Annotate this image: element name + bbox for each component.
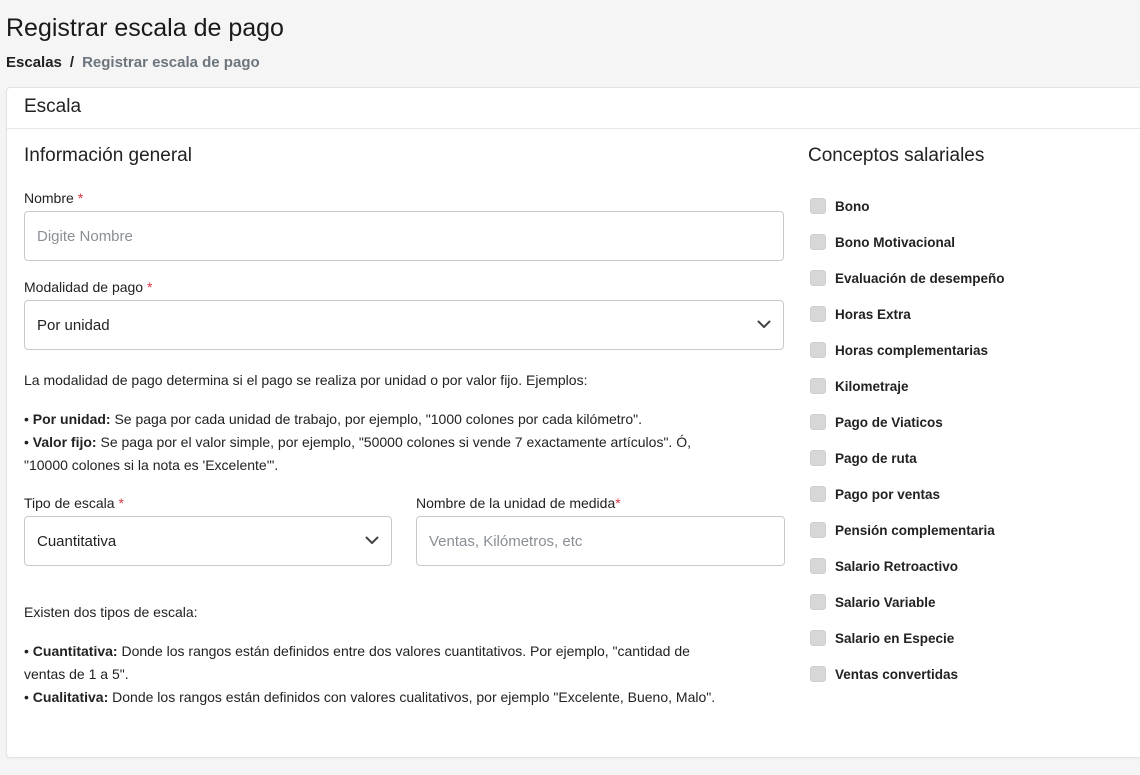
concept-label: Pensión complementaria bbox=[835, 522, 995, 538]
concept-label: Salario Variable bbox=[835, 594, 936, 610]
concept-label: Pago de Viaticos bbox=[835, 414, 943, 430]
tipo-escala-label-text: Tipo de escala bbox=[24, 495, 115, 511]
modalidad-help-item-valor-fijo bbox=[24, 431, 794, 454]
concept-label: Kilometraje bbox=[835, 378, 909, 394]
modalidad-help-intro: La modalidad de pago determina si el pago se realiza por unidad o por valor fijo. Ejemplos: bbox=[24, 372, 588, 388]
desc-valor-fijo-line2: "10000 colones si la nota es 'Excelente'". bbox=[24, 457, 279, 473]
concept-checkbox[interactable] bbox=[810, 414, 826, 430]
concept-checkbox[interactable] bbox=[810, 270, 826, 286]
nombre-label-text: Nombre bbox=[24, 190, 74, 206]
term-por-unidad: Por unidad: bbox=[32, 411, 111, 427]
concept-checkbox[interactable] bbox=[810, 198, 826, 214]
concept-item[interactable] bbox=[810, 198, 870, 214]
concept-checkbox[interactable] bbox=[810, 522, 826, 538]
escala-help-intro: Existen dos tipos de escala: bbox=[24, 604, 198, 620]
desc-cuantitativa-line1: Donde los rangos están definidos entre dos valores cuantitativos. Por ejemplo, "cantidad de bbox=[121, 643, 690, 659]
concept-item[interactable] bbox=[810, 270, 1005, 286]
breadcrumb-escalas-link[interactable]: Escalas bbox=[6, 54, 62, 71]
concept-item[interactable] bbox=[810, 594, 936, 610]
nombre-input[interactable] bbox=[24, 211, 784, 261]
concept-checkbox[interactable] bbox=[810, 594, 826, 610]
concept-checkbox[interactable] bbox=[810, 666, 826, 682]
breadcrumb-current: Registrar escala de pago bbox=[82, 54, 260, 71]
tipo-escala-select[interactable] bbox=[24, 516, 392, 566]
modalidad-label-text: Modalidad de pago bbox=[24, 279, 144, 295]
concept-checkbox[interactable] bbox=[810, 486, 826, 502]
concept-item[interactable] bbox=[810, 522, 995, 538]
desc-cuantitativa-line2: ventas de 1 a 5". bbox=[24, 666, 129, 682]
concept-label: Pago de ruta bbox=[835, 450, 917, 466]
bullet: • bbox=[24, 643, 29, 659]
desc-cualitativa: Donde los rangos están definidos con valores cualitativos, por ejemplo "Excelente, Bueno, Malo". bbox=[112, 689, 716, 705]
concept-item[interactable] bbox=[810, 450, 917, 466]
modalidad-label bbox=[24, 279, 152, 295]
concept-item[interactable] bbox=[810, 306, 911, 322]
escala-help-item-cuantitativa bbox=[24, 640, 794, 663]
modalidad-help-list bbox=[24, 408, 794, 477]
tipo-escala-label bbox=[24, 495, 124, 511]
concept-item[interactable] bbox=[810, 666, 958, 682]
unidad-medida-label bbox=[416, 495, 621, 511]
modalidad-help-item-por-unidad bbox=[24, 408, 794, 431]
concept-label: Horas Extra bbox=[835, 306, 911, 322]
escala-card bbox=[6, 87, 1140, 758]
concept-checkbox[interactable] bbox=[810, 234, 826, 250]
concept-item[interactable] bbox=[810, 342, 988, 358]
concepts-section-title: Conceptos salariales bbox=[808, 145, 985, 166]
concept-checkbox[interactable] bbox=[810, 342, 826, 358]
breadcrumb-separator: / bbox=[69, 54, 75, 71]
concept-checkbox[interactable] bbox=[810, 378, 826, 394]
concept-item[interactable] bbox=[810, 414, 943, 430]
concept-label: Bono bbox=[835, 198, 870, 214]
term-cuantitativa: Cuantitativa: bbox=[32, 643, 118, 659]
concept-item[interactable] bbox=[810, 558, 958, 574]
unidad-medida-input[interactable] bbox=[416, 516, 785, 566]
concept-label: Ventas convertidas bbox=[835, 666, 959, 682]
tipo-escala-required-mark: * bbox=[118, 495, 124, 511]
concept-label: Salario Retroactivo bbox=[835, 558, 959, 574]
concept-item[interactable] bbox=[810, 234, 955, 250]
modalidad-selected-value: Por unidad bbox=[37, 316, 110, 334]
concept-checkbox[interactable] bbox=[810, 306, 826, 322]
modalidad-select[interactable] bbox=[24, 300, 784, 350]
nombre-required-mark: * bbox=[77, 190, 84, 206]
bullet: • bbox=[24, 411, 29, 427]
escala-help-item-cualitativa bbox=[24, 686, 794, 709]
unidad-medida-required-mark: * bbox=[615, 495, 621, 511]
concept-checkbox[interactable] bbox=[810, 558, 826, 574]
unidad-medida-placeholder: Ventas, Kilómetros, etc bbox=[429, 532, 583, 550]
bullet: • bbox=[24, 434, 29, 450]
concept-label: Pago por ventas bbox=[835, 486, 941, 502]
card-header: Escala bbox=[7, 88, 1140, 129]
general-section-title: Información general bbox=[24, 145, 192, 166]
breadcrumb bbox=[6, 54, 260, 71]
term-cualitativa: Cualitativa: bbox=[32, 689, 109, 705]
concept-item[interactable] bbox=[810, 486, 940, 502]
concept-label: Horas complementarias bbox=[835, 342, 989, 358]
concept-checkbox[interactable] bbox=[810, 630, 826, 646]
desc-por-unidad: Se paga por cada unidad de trabajo, por ejemplo, "1000 colones por cada kilómetro". bbox=[114, 411, 642, 427]
concept-label: Salario en Especie bbox=[835, 630, 955, 646]
concept-item[interactable] bbox=[810, 378, 909, 394]
desc-valor-fijo-line1: Se paga por el valor simple, por ejemplo, "50000 colones si vende 7 exactamente artículos". Ó, bbox=[100, 434, 691, 450]
concept-label: Bono Motivacional bbox=[835, 234, 956, 250]
tipo-escala-selected-value: Cuantitativa bbox=[37, 532, 117, 550]
term-valor-fijo: Valor fijo: bbox=[32, 434, 97, 450]
escala-help-list bbox=[24, 640, 794, 709]
chevron-down-icon bbox=[365, 536, 379, 545]
nombre-label bbox=[24, 190, 83, 206]
concept-label: Evaluación de desempeño bbox=[835, 270, 1005, 286]
bullet: • bbox=[24, 689, 29, 705]
unidad-medida-label-text: Nombre de la unidad de medida bbox=[416, 495, 616, 511]
chevron-down-icon bbox=[757, 320, 771, 329]
concept-checkbox[interactable] bbox=[810, 450, 826, 466]
modalidad-required-mark: * bbox=[147, 279, 153, 295]
page-title: Registrar escala de pago bbox=[6, 14, 284, 42]
nombre-placeholder: Digite Nombre bbox=[37, 227, 133, 245]
concept-item[interactable] bbox=[810, 630, 954, 646]
